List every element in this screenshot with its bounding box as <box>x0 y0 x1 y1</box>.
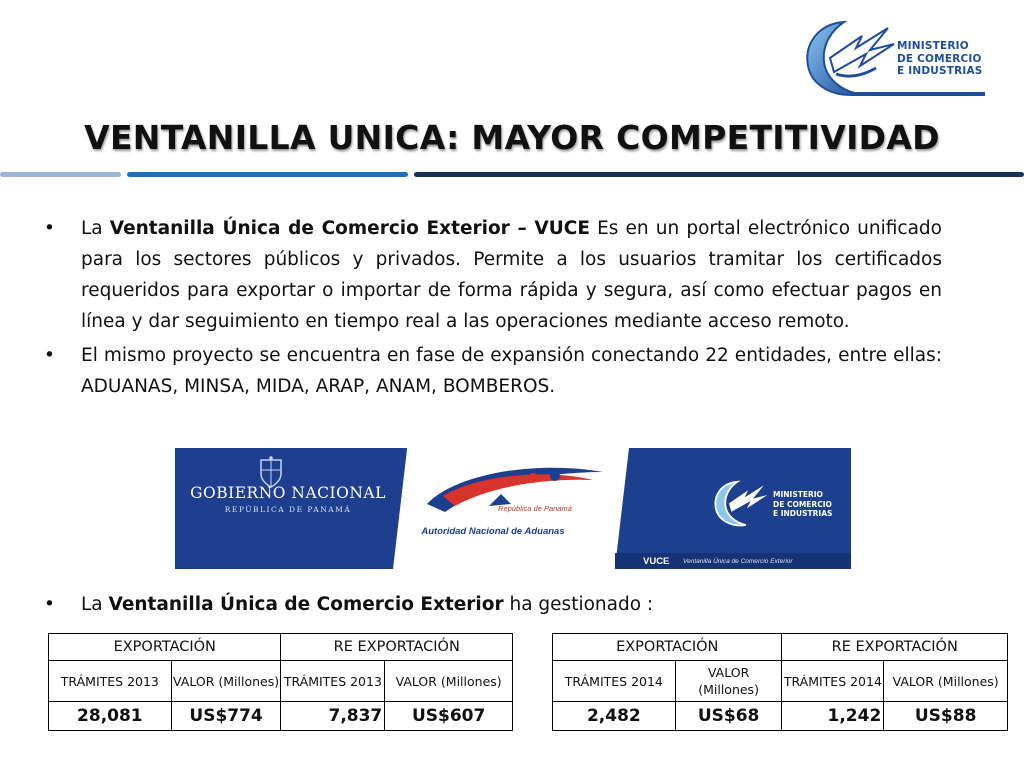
vuce-banner <box>175 448 851 569</box>
banner-ministry-line: MINISTERIO <box>773 490 823 499</box>
table-cell-valor: US$774 <box>171 702 281 731</box>
logo-underline <box>850 92 985 96</box>
table-col-re-tramites: TRÁMITES 2013 <box>281 661 385 702</box>
table-col-re-tramites: TRÁMITES 2014 <box>782 661 884 702</box>
ministry-logo <box>800 14 990 104</box>
table-col-valor: VALOR (Millones) <box>675 661 782 702</box>
bullet-list-secondary <box>44 589 942 620</box>
ministry-logo-line: E INDUSTRIAS <box>897 65 983 77</box>
table-col-re-valor: VALOR (Millones) <box>884 661 1008 702</box>
bullet-item <box>44 340 942 402</box>
bullet-text <box>81 340 942 402</box>
bullet-prefix: La <box>81 218 110 239</box>
table-cell-tramites: 2,482 <box>553 702 676 731</box>
ministry-logo-line: DE COMERCIO <box>897 52 982 65</box>
banner-ministry-line: E INDUSTRIAS <box>773 509 833 518</box>
banner-anam-subtitle: República de Panamá <box>498 504 572 513</box>
table-cell-re-tramites: 7,837 <box>281 702 385 731</box>
bullet-prefix: La <box>81 594 109 615</box>
table-col-tramites: TRÁMITES 2014 <box>553 661 676 702</box>
stats-table-2013 <box>48 633 513 731</box>
table-header-reexport: RE EXPORTACIÓN <box>782 634 1008 661</box>
banner-ministry-line: DE COMERCIO <box>773 499 832 509</box>
bullet-text <box>81 213 942 337</box>
bullet-rest: ha gestionado : <box>503 594 654 615</box>
banner-anam-title: Autoridad Nacional de Aduanas <box>421 526 565 537</box>
table-col-re-valor: VALOR (Millones) <box>385 661 513 702</box>
banner-vuce-subtitle: Ventanilla Única de Comercio Exterior <box>683 558 793 565</box>
bullet-item <box>44 589 942 620</box>
bullet-prefix: El mismo proyecto se encuentra en fase de expansión conectando 22 entidades, entre ellas: ADUANAS, MINSA, MIDA, ARAP, ANAM, BOMBEROS. <box>81 345 942 397</box>
bullet-rest: Es en un portal electrónico unificado para los sectores públicos y privados. Permite a los usuarios tramitar los certificados requeridos para exportar o importar de forma rápida y segura, así como efectuar pagos en línea y dar seguimiento en tiempo real a las operaciones mediante acceso remoto. <box>81 218 942 332</box>
banner-gobierno-title: GOBIERNO NACIONAL <box>190 484 386 502</box>
table-col-tramites: TRÁMITES 2013 <box>49 661 172 702</box>
table-header-export: EXPORTACIÓN <box>49 634 281 661</box>
ministry-banner-emblem-icon <box>711 476 771 532</box>
title-rule-mid <box>127 172 408 177</box>
table-cell-re-tramites: 1,242 <box>782 702 884 731</box>
table-cell-re-valor: US$88 <box>884 702 1008 731</box>
bullet-bold-text: Ventanilla Única de Comercio Exterior <box>108 594 504 615</box>
bullet-marker: • <box>44 345 55 366</box>
bullet-text <box>81 589 653 620</box>
bullet-item <box>44 213 942 337</box>
table-header-export: EXPORTACIÓN <box>553 634 782 661</box>
table-col-valor: VALOR (Millones) <box>171 661 281 702</box>
banner-ministry-text <box>773 490 832 519</box>
banner-vuce-label: VUCE <box>643 556 670 567</box>
table-header-reexport: RE EXPORTACIÓN <box>281 634 513 661</box>
customs-swoosh-logo-icon <box>415 454 615 534</box>
table-cell-re-valor: US$607 <box>385 702 513 731</box>
ministry-emblem-icon <box>800 14 900 104</box>
bullet-marker: • <box>44 594 55 615</box>
table-cell-valor: US$68 <box>675 702 782 731</box>
bullet-marker: • <box>44 218 55 239</box>
ministry-logo-line: MINISTERIO <box>897 40 969 52</box>
title-rule-light <box>0 172 121 177</box>
bullet-list <box>44 213 942 402</box>
title-rule-dark <box>414 172 1024 177</box>
table-cell-tramites: 28,081 <box>49 702 172 731</box>
bullet-bold-text: Ventanilla Única de Comercio Exterior – VUCE <box>109 218 590 239</box>
stats-table-2014 <box>552 633 1008 731</box>
banner-gobierno-subtitle: REPÚBLICA DE PANAMÁ <box>224 505 352 514</box>
ministry-logo-text <box>897 40 983 78</box>
slide-title: VENTANILLA UNICA: MAYOR COMPETITIVIDAD <box>84 118 940 157</box>
